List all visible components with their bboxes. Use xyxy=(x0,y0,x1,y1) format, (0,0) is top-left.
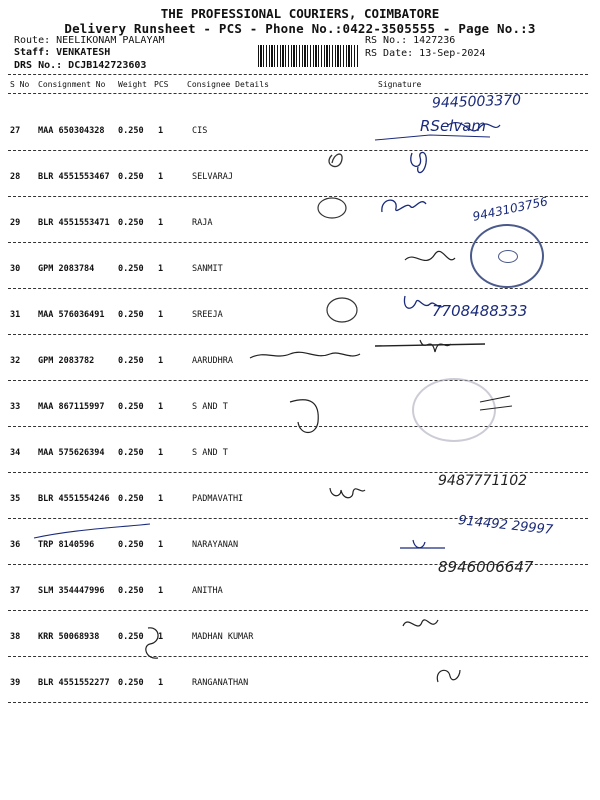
row-sno: 36 xyxy=(10,540,21,550)
scribble-38-39 xyxy=(138,622,178,692)
header-divider xyxy=(8,74,588,75)
row-divider xyxy=(8,196,588,197)
row-sno: 37 xyxy=(10,586,21,596)
row-pcs: 1 xyxy=(158,126,164,136)
row-consignee: MADHAN KUMAR xyxy=(192,632,254,642)
runsheet-subtitle: Delivery Runsheet - PCS - Phone No.:0422-3505555 - Page No.:3 xyxy=(64,21,536,36)
row-consignment: MAA 867115997 xyxy=(38,402,105,412)
row-pcs: 1 xyxy=(158,264,164,274)
row-weight: 0.250 xyxy=(118,218,144,228)
row-divider xyxy=(8,610,588,611)
row-consignee: NARAYANAN xyxy=(192,540,239,550)
row-consignment: BLR 4551554246 xyxy=(38,494,110,504)
row-pcs: 1 xyxy=(158,632,164,642)
signature-38 xyxy=(398,608,458,638)
row-weight: 0.250 xyxy=(118,448,144,458)
handwritten-phone-29: 9443103756 xyxy=(471,194,549,224)
row-weight: 0.250 xyxy=(118,264,144,274)
row-consignee: RAJA xyxy=(192,218,213,228)
row-weight: 0.250 xyxy=(118,632,144,642)
signature-31 xyxy=(320,290,460,330)
row-consignment: BLR 4551553467 xyxy=(38,172,110,182)
row-consignee: SREEJA xyxy=(192,310,223,320)
row-consignment: SLM 354447996 xyxy=(38,586,105,596)
row-weight: 0.250 xyxy=(118,356,144,366)
row-pcs: 1 xyxy=(158,540,164,550)
column-header-consignment: Consignment No xyxy=(38,80,106,89)
row-consignee: CIS xyxy=(192,126,208,136)
drs-number: DRS No.: DCJB142723603 xyxy=(14,60,147,71)
row-pcs: 1 xyxy=(158,494,164,504)
column-header-signature: Signature xyxy=(378,80,422,89)
row-sno: 30 xyxy=(10,264,21,274)
signature-35 xyxy=(325,478,385,508)
barcode-image xyxy=(258,45,358,67)
signature-28 xyxy=(320,145,460,185)
company-title: THE PROFESSIONAL COURIERS, COIMBATORE xyxy=(160,6,440,21)
signature-29 xyxy=(310,182,470,232)
column-header-sno: S No xyxy=(10,80,30,89)
route-label: Route: NEELIKONAM PALAYAM xyxy=(14,35,165,46)
row-weight: 0.250 xyxy=(118,310,144,320)
row-pcs: 1 xyxy=(158,356,164,366)
row-weight: 0.250 xyxy=(118,678,144,688)
row-pcs: 1 xyxy=(158,310,164,320)
row-sno: 38 xyxy=(10,632,21,642)
handwritten-phone-36: 914492 29997 xyxy=(457,513,554,538)
row-weight: 0.250 xyxy=(118,126,144,136)
row-consignee: S AND T xyxy=(192,402,228,412)
row-consignment: MAA 575626394 xyxy=(38,448,105,458)
row-consignee: SANMIT xyxy=(192,264,223,274)
row-weight: 0.250 xyxy=(118,540,144,550)
row-consignee: AARUDHRA xyxy=(192,356,233,366)
row-sno: 34 xyxy=(10,448,21,458)
row-divider xyxy=(8,702,588,703)
signature-32 xyxy=(245,330,495,370)
row-pcs: 1 xyxy=(158,172,164,182)
row-pcs: 1 xyxy=(158,218,164,228)
row-weight: 0.250 xyxy=(118,172,144,182)
row-consignee: PADMAVATHI xyxy=(192,494,244,504)
row-consignment: BLR 4551552277 xyxy=(38,678,110,688)
row-consignee: S AND T xyxy=(192,448,228,458)
row-divider xyxy=(8,656,588,657)
row-sno: 33 xyxy=(10,402,21,412)
handwritten-name-27: RSelvam xyxy=(420,117,487,135)
row-consignment: TRP 8140596 xyxy=(38,540,95,550)
row-pcs: 1 xyxy=(158,402,164,412)
row-weight: 0.250 xyxy=(118,402,144,412)
signature-36 xyxy=(30,520,170,550)
row-consignee: SELVARAJ xyxy=(192,172,233,182)
column-header-consignee: Consignee Details xyxy=(187,80,269,89)
row-sno: 29 xyxy=(10,218,21,228)
row-pcs: 1 xyxy=(158,678,164,688)
signature-39 xyxy=(430,660,470,690)
handwritten-phone-37: 8946006647 xyxy=(438,558,534,576)
staff-label: Staff: VENKATESH xyxy=(14,47,111,58)
row-consignment: GPM 2083782 xyxy=(38,356,95,366)
row-consignment: MAA 576036491 xyxy=(38,310,105,320)
row-divider xyxy=(8,288,588,289)
signature-36b xyxy=(395,530,455,560)
signature-33-34 xyxy=(280,392,520,442)
handwritten-phone-31: 7708488333 xyxy=(432,302,528,320)
row-consignment: BLR 4551553471 xyxy=(38,218,110,228)
column-header-pcs: PCS xyxy=(154,80,169,89)
row-sno: 31 xyxy=(10,310,21,320)
row-consignee: RANGANATHAN xyxy=(192,678,249,688)
column-header-weight: Weight xyxy=(118,80,147,89)
handwritten-phone-27: 9445003370 xyxy=(431,92,522,112)
row-consignment: MAA 650304328 xyxy=(38,126,105,136)
row-sno: 32 xyxy=(10,356,21,366)
handwritten-phone-35: 9487771102 xyxy=(438,473,528,489)
row-sno: 39 xyxy=(10,678,21,688)
row-pcs: 1 xyxy=(158,448,164,458)
courier-stamp-30 xyxy=(470,224,544,288)
row-divider xyxy=(8,380,588,381)
rs-date: RS Date: 13-Sep-2024 xyxy=(365,48,486,59)
rs-number: RS No.: 1427236 xyxy=(365,35,456,46)
row-consignment: KRR 50068938 xyxy=(38,632,100,642)
row-sno: 28 xyxy=(10,172,21,182)
row-weight: 0.250 xyxy=(118,586,144,596)
row-sno: 35 xyxy=(10,494,21,504)
row-sno: 27 xyxy=(10,126,21,136)
signature-30 xyxy=(400,240,460,280)
row-pcs: 1 xyxy=(158,586,164,596)
row-consignment: GPM 2083784 xyxy=(38,264,95,274)
row-weight: 0.250 xyxy=(118,494,144,504)
row-consignee: ANITHA xyxy=(192,586,223,596)
